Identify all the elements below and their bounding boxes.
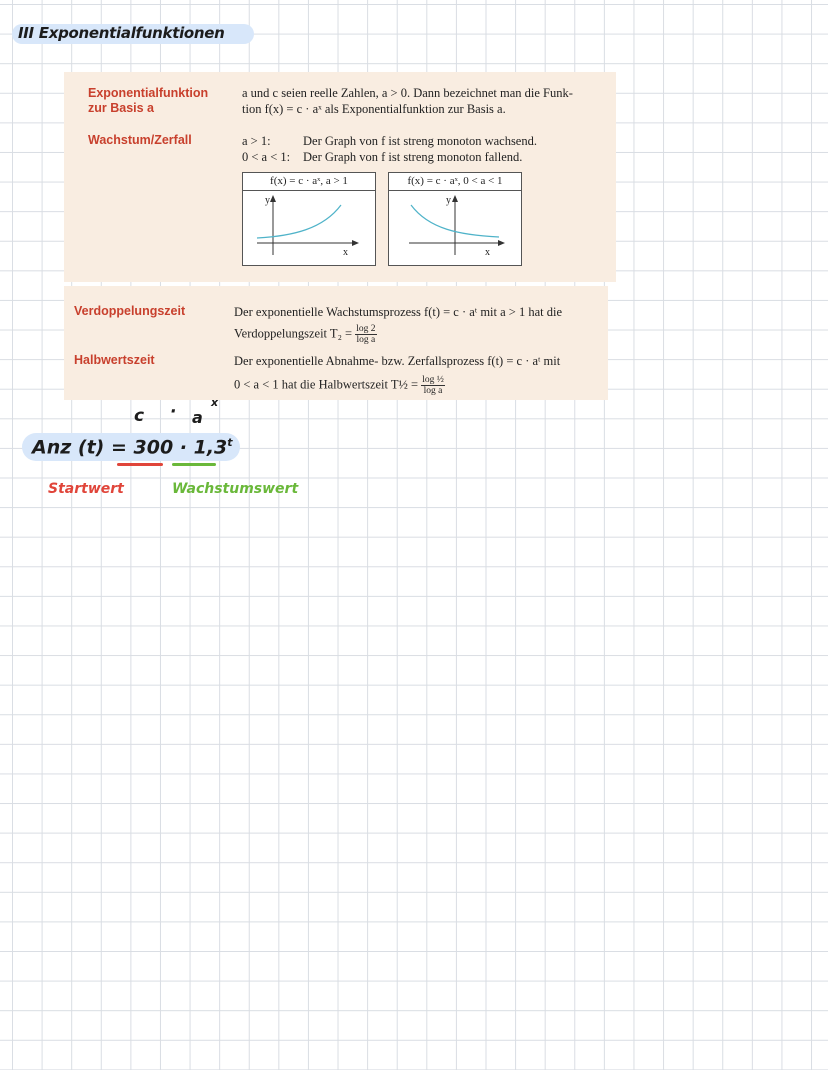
graph-growth-caption: f(x) = c · aˣ, a > 1 (243, 173, 375, 191)
axis-x-label: x (343, 247, 348, 258)
graph-decay (388, 172, 522, 266)
hand-c: c (134, 406, 145, 426)
axis-y-label: y (265, 195, 270, 206)
formula-anzahl: Anz $(t) = 300 \cdot 1,3^t$ (32, 436, 233, 459)
doubling-line-2: Verdoppelungszeit T₂ = $\frac{\log 2}{\text{log a}}$ (234, 324, 376, 345)
graph-decay-caption: f(x) = c · aˣ, 0 < a < 1 (389, 173, 521, 191)
hand-x: x (211, 396, 219, 409)
startwert-underline (117, 463, 163, 466)
growth-condition-1: a > 1: (242, 134, 271, 148)
growth-condition-2: 0 < a < 1: (242, 150, 291, 164)
definition-line-1: a und c seien reelle Zahlen, a > 0. Dann bezeichnet man die Funk- (242, 86, 573, 100)
growth-curve-plot (243, 191, 375, 265)
decay-curve-plot (389, 191, 521, 265)
label-startwert: Startwert (48, 481, 124, 497)
half-life-line-1: Der exponentielle Abnahme- bzw. Zerfallsprozess f(t) = c · aᵗ mit (234, 354, 561, 368)
doubling-line-1: Der exponentielle Wachstumsprozess f(t) = c · aᵗ mit a > 1 hat die (234, 305, 562, 319)
doubling-fraction: $\frac{\log 2}{\text{log a}}$ (356, 324, 376, 345)
label-halbwertszeit: Halbwertszeit (74, 353, 155, 367)
graph-growth (242, 172, 376, 266)
definition-line-2: tion f(x) = c · aˣ als Exponentialfunktion zur Basis a. (242, 102, 506, 116)
axis-x-label: x (485, 247, 490, 258)
hand-dot: · (170, 402, 177, 422)
axis-y-label: y (446, 195, 451, 206)
label-wachstumswert: Wachstumswert (172, 481, 299, 497)
section-heading: III Exponentialfunktionen (18, 24, 225, 42)
half-life-fraction: $\frac{\text{log ½}}{\text{log a}}$ (422, 375, 444, 396)
growth-text-2: Der Graph von f ist streng monoton fallend. (303, 150, 523, 164)
label-verdoppelungszeit: Verdoppelungszeit (74, 304, 186, 318)
label-wachstum-zerfall: Wachstum/Zerfall (88, 133, 192, 147)
wachstum-underline (172, 463, 216, 466)
growth-text-1: Der Graph von f ist streng monoton wachsend. (303, 134, 537, 148)
label-exponentialfunktion: Exponentialfunktion zur Basis a (88, 86, 209, 115)
time-panel (64, 286, 608, 400)
half-life-line-2: 0 < a < 1 hat die Halbwertszeit T½ = $\frac{\text{log ½}}{\text{log a}}$ (234, 375, 444, 396)
hand-a: a (192, 408, 203, 427)
definition-panel (64, 72, 616, 282)
